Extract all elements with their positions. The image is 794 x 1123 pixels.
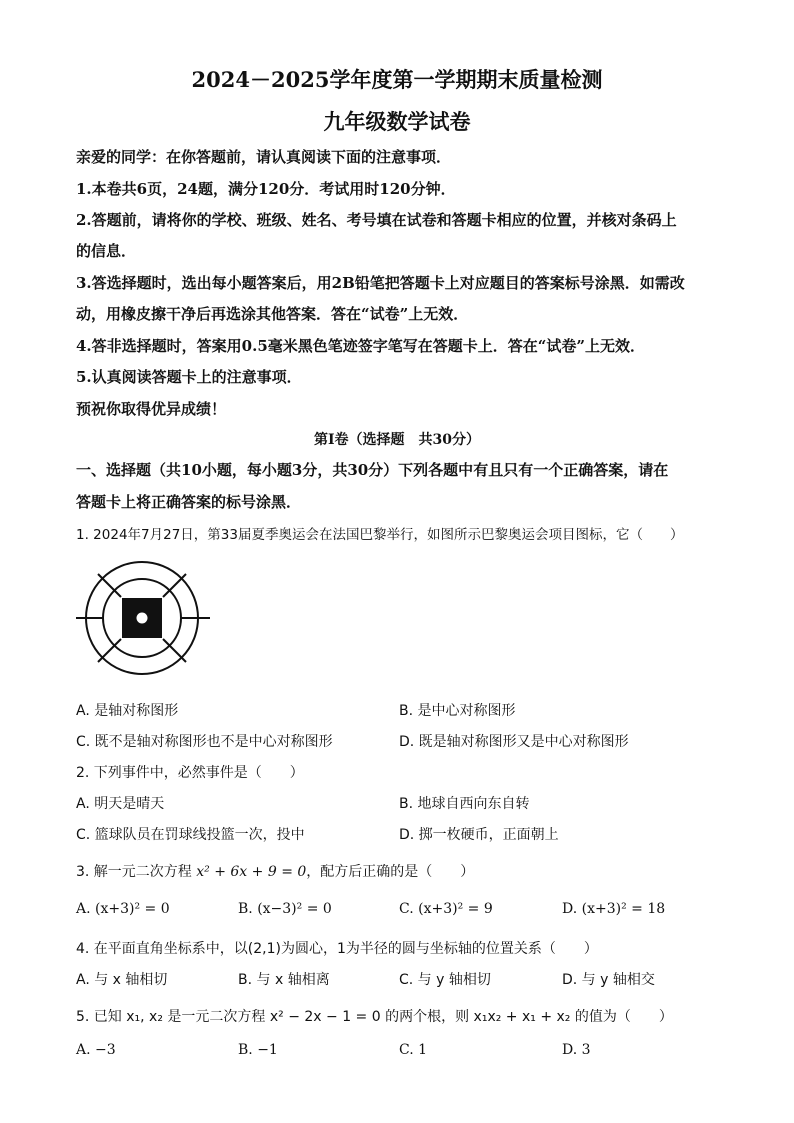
question-5-stem: 5. 已知 x₁, x₂ 是一元二次方程 x² − 2x − 1 = 0 的两个根，则 x₁x₂ + x₁ + x₂ 的值为（ ） (76, 1009, 673, 1025)
notice-item: 1.本卷共6页，24题，满分120分．考试用时120分钟． (76, 180, 456, 198)
option-d: D. 掷一枚硬币，正面朝上 (399, 827, 559, 843)
question-1-stem: 1. 2024年7月27日，第33届夏季奥运会在法国巴黎举行，如图所示巴黎奥运会项目图标，它（ ） (76, 527, 684, 543)
option-a: A. −3 (76, 1042, 116, 1058)
option-b: B. (x−3)² = 0 (238, 901, 332, 917)
option-b: B. −1 (238, 1042, 278, 1058)
notice-item: 3.答选择题时，选出每小题答案后，用2B铅笔把答题卡上对应题目的答案标号涂黑．如需改 (76, 274, 685, 292)
notice-item: 4.答非选择题时，答案用0.5毫米黑色笔迹签字笔写在答题卡上．答在“试卷”上无效． (76, 337, 646, 355)
notice-intro: 亲爱的同学：在你答题前，请认真阅读下面的注意事项． (76, 148, 452, 166)
section-instruction: 答题卡上将正确答案的标号涂黑． (76, 493, 302, 511)
option-d: D. 与 y 轴相交 (562, 972, 655, 988)
question-4-stem: 4. 在平面直角坐标系中，以(2,1)为圆心，1为半径的圆与坐标轴的位置关系（ ） (76, 941, 598, 957)
notice-item: 的信息． (76, 242, 137, 260)
exam-subtitle: 九年级数学试卷 (323, 109, 471, 134)
option-d: D. 3 (562, 1042, 591, 1058)
exam-title: 2024－2025学年度第一学期期末质量检测 (191, 67, 603, 92)
question-3-equation: x² + 6x + 9 = 0 (196, 864, 307, 880)
option-b: B. 是中心对称图形 (399, 703, 516, 719)
question-3-stem-post: ，配方后正确的是（ ） (306, 864, 475, 880)
option-c: C. (x+3)² = 9 (399, 901, 493, 917)
option-a: A. 明天是晴天 (76, 796, 165, 812)
option-c: C. 篮球队员在罚球线投篮一次，投中 (76, 827, 305, 843)
question-3-stem (76, 861, 474, 881)
option-d: D. 既是轴对称图形又是中心对称图形 (399, 734, 629, 750)
option-c: C. 既不是轴对称图形也不是中心对称图形 (76, 734, 333, 750)
notice-item: 2.答题前，请将你的学校、班级、姓名、考号填在试卷和答题卡相应的位置，并核对条码上 (76, 211, 677, 229)
paris-olympics-icon (76, 560, 212, 686)
option-a: A. 与 x 轴相切 (76, 972, 168, 988)
option-b: B. 与 x 轴相离 (238, 972, 330, 988)
option-a: A. 是轴对称图形 (76, 703, 179, 719)
option-c: C. 与 y 轴相切 (399, 972, 491, 988)
option-d: D. (x+3)² = 18 (562, 901, 666, 917)
question-2-stem: 2. 下列事件中，必然事件是（ ） (76, 765, 304, 781)
option-a: A. (x+3)² = 0 (76, 901, 170, 917)
option-b: B. 地球自西向东自转 (399, 796, 530, 812)
notice-closing: 预祝你取得优异成绩！ (76, 400, 227, 418)
option-c: C. 1 (399, 1042, 428, 1058)
section-heading: 第Ⅰ卷（选择题 共30分） (313, 432, 481, 448)
section-instruction: 一、选择题（共10小题，每小题3分，共30分）下列各题中有且只有一个正确答案，请在 (76, 461, 669, 479)
notice-item: 动，用橡皮擦干净后再选涂其他答案．答在“试卷”上无效． (76, 305, 469, 323)
notice-item: 5.认真阅读答题卡上的注意事项． (76, 368, 302, 386)
question-3-stem-pre: 3. 解一元二次方程 (76, 864, 197, 880)
